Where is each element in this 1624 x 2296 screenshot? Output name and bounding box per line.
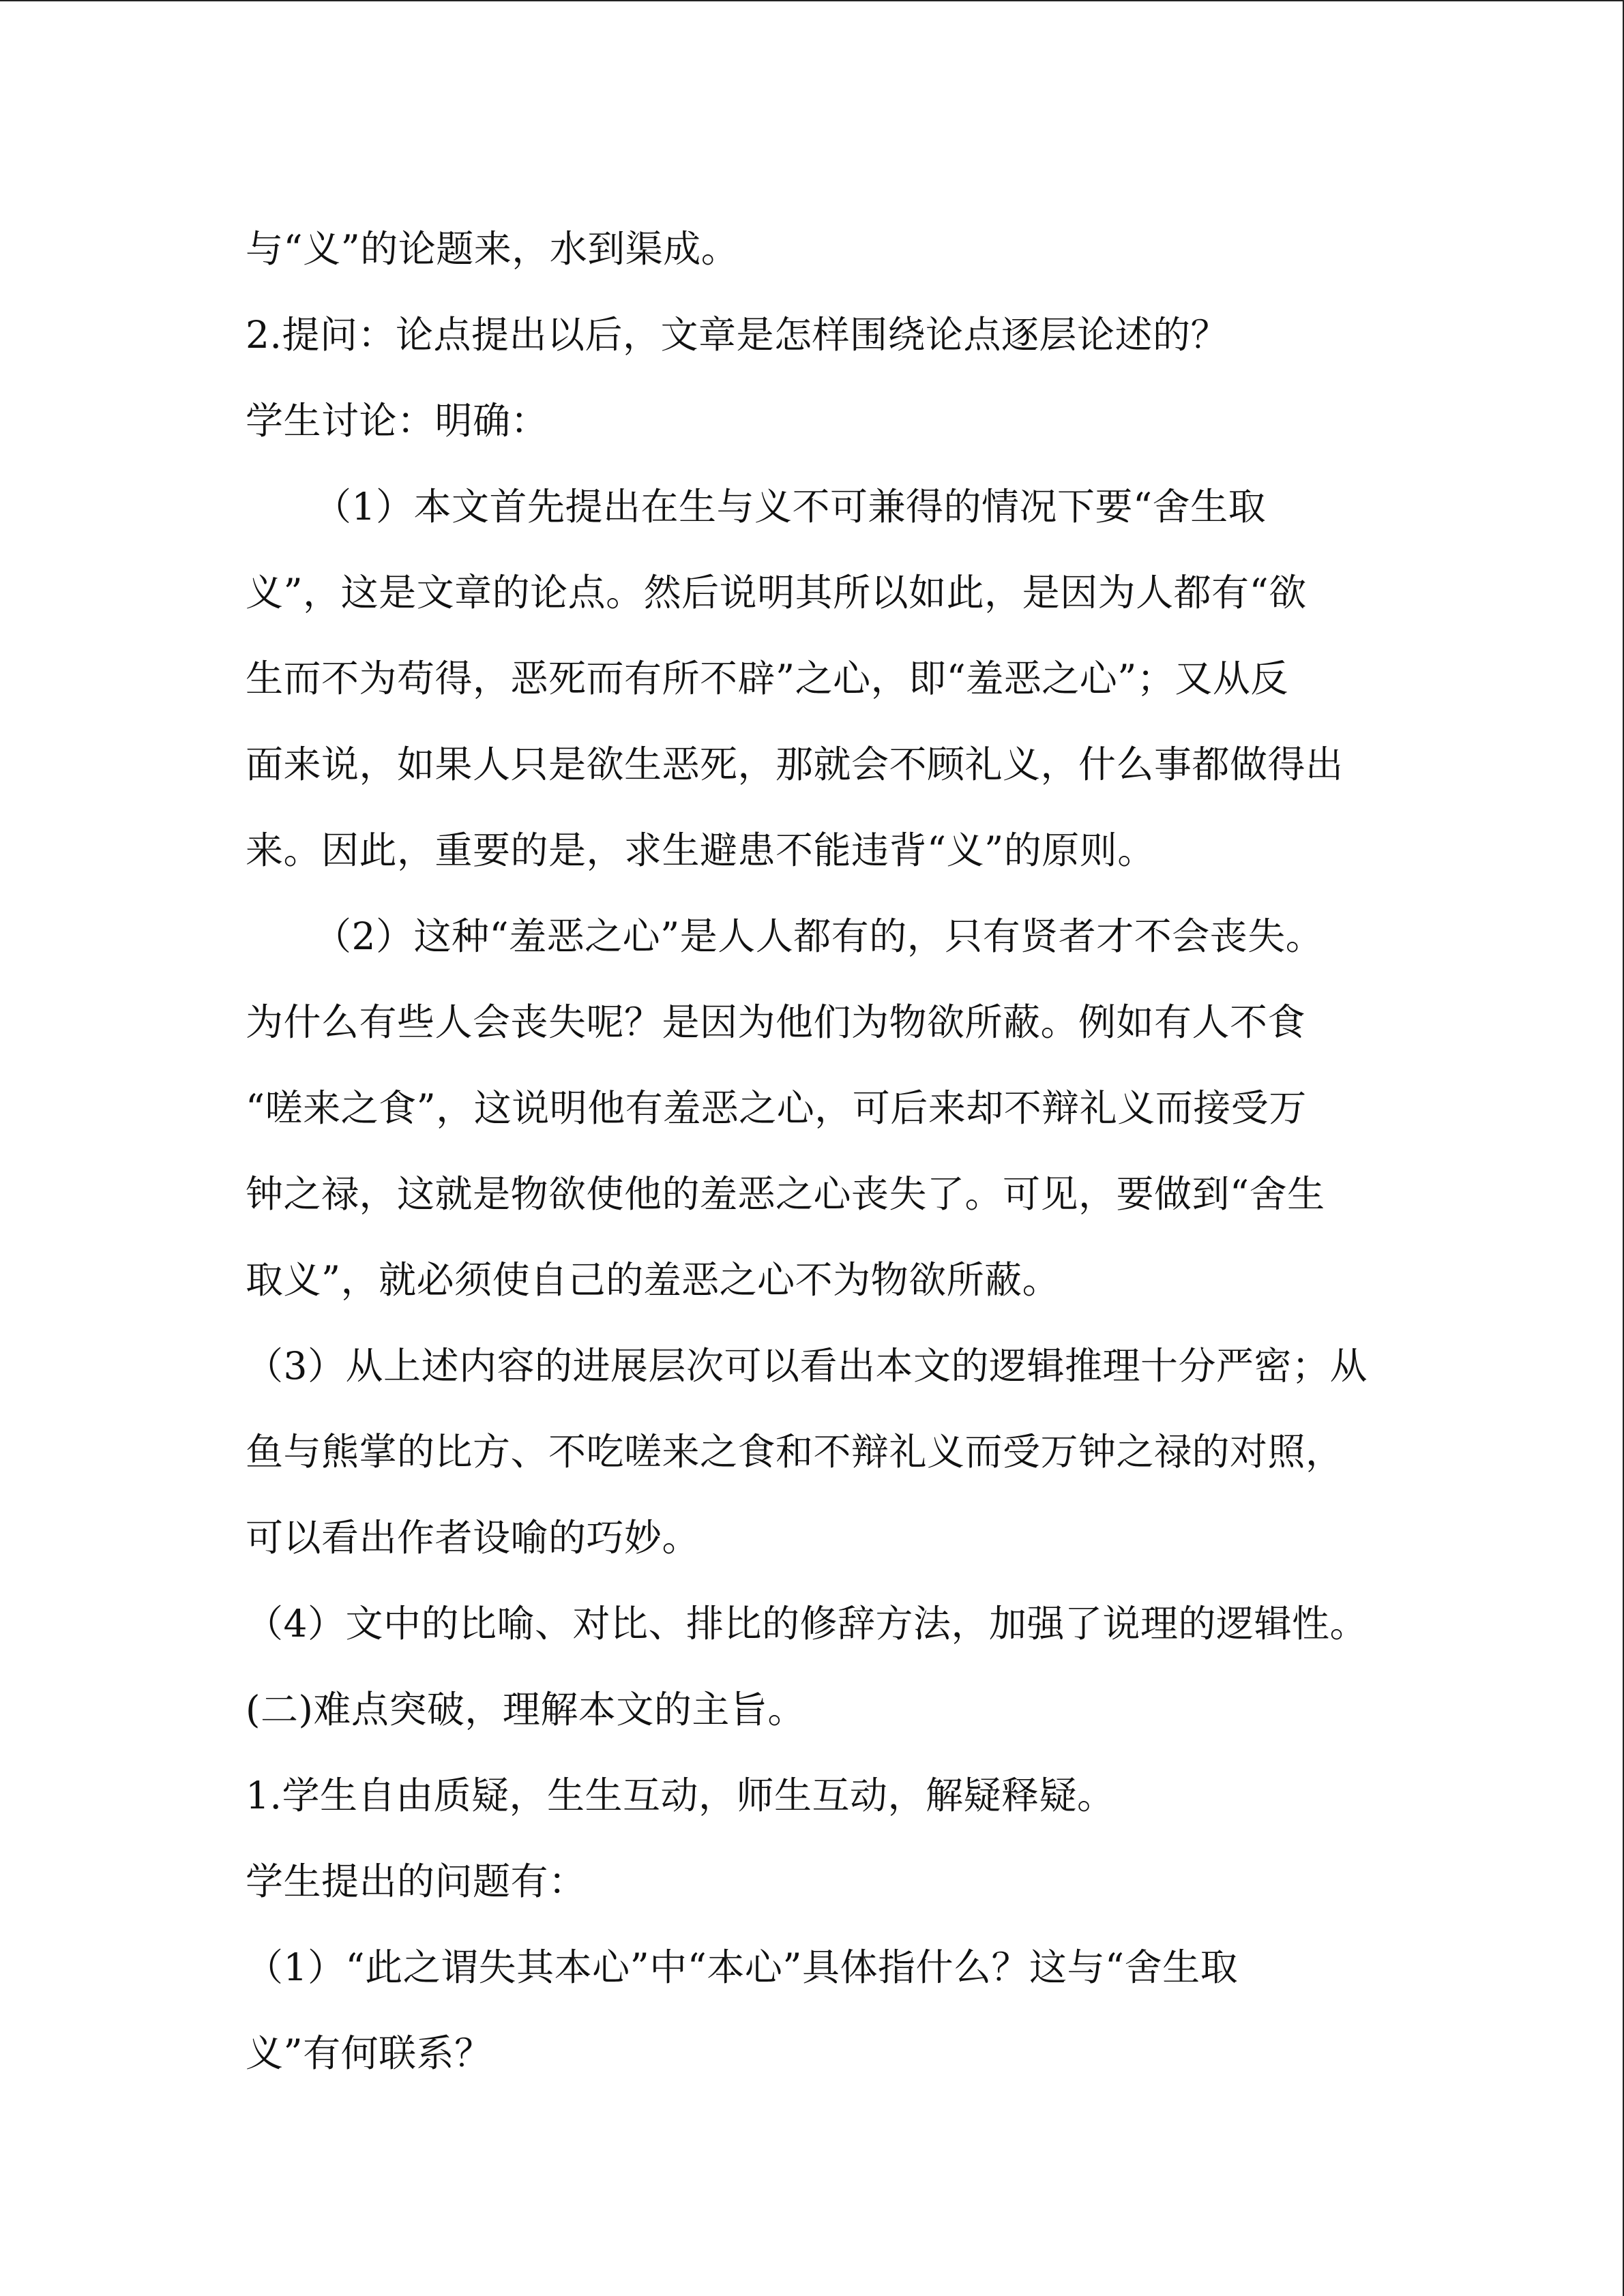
paragraph-1-start: （1）本文首先提出在生与义不可兼得的情况下要“舍生取 xyxy=(314,485,1267,528)
text-line: 来。因此，重要的是，求生避患不能违背“义”的原则。 xyxy=(246,829,1155,872)
text-line: 学生提出的问题有： xyxy=(246,1860,587,1903)
section-heading: (二)难点突破，理解本文的主旨。 xyxy=(246,1688,806,1731)
text-line: 生而不为苟得，恶死而有所不辟”之心，即“羞恶之心”；又从反 xyxy=(246,657,1288,700)
text-line: 义”有何联系？ xyxy=(246,2031,492,2075)
text-line: “嗟来之食”，这说明他有羞恶之心，可后来却不辩礼义而接受万 xyxy=(246,1086,1307,1130)
paragraph-2-start: （2）这种“羞恶之心”是人人都有的，只有贤者才不会丧失。 xyxy=(314,914,1324,958)
text-line: 为什么有些人会丧失呢？是因为他们为物欲所蔽。例如有人不食 xyxy=(246,1000,1306,1044)
text-line: 义”，这是文章的论点。然后说明其所以如此，是因为人都有“欲 xyxy=(246,571,1307,614)
text-line: 取义”，就必须使自己的羞恶之心不为物欲所蔽。 xyxy=(246,1258,1061,1302)
question-1-start: （1）“此之谓失其本心”中“本心”具体指什么？这与“舍生取 xyxy=(246,1945,1239,1989)
paragraph-4: （4）文中的比喻、对比、排比的修辞方法，加强了说理的逻辑性。 xyxy=(246,1602,1368,1645)
text-line: 面来说，如果人只是欲生恶死，那就会不顾礼义，什么事都做得出 xyxy=(246,743,1344,786)
paragraph-3-start: （3）从上述内容的进展层次可以看出本文的逻辑推理十分严密；从 xyxy=(246,1344,1368,1388)
text-line: 可以看出作者设喻的巧妙。 xyxy=(246,1516,700,1560)
text-line: 鱼与熊掌的比方、不吃嗟来之食和不辩礼义而受万钟之禄的对照， xyxy=(246,1430,1344,1474)
text-line: 1.学生自由质疑，生生互动，师生互动，解疑释疑。 xyxy=(246,1774,1115,1817)
text-line: 学生讨论：明确： xyxy=(246,399,549,443)
text-line: 钟之禄，这就是物欲使他的羞恶之心丧失了。可见，要做到“舍生 xyxy=(246,1172,1325,1216)
question-line: 2.提问：论点提出以后，文章是怎样围绕论点逐层论述的？ xyxy=(246,313,1228,357)
document-body xyxy=(246,206,1405,2096)
text-line: 与“义”的论题来，水到渠成。 xyxy=(246,227,739,271)
